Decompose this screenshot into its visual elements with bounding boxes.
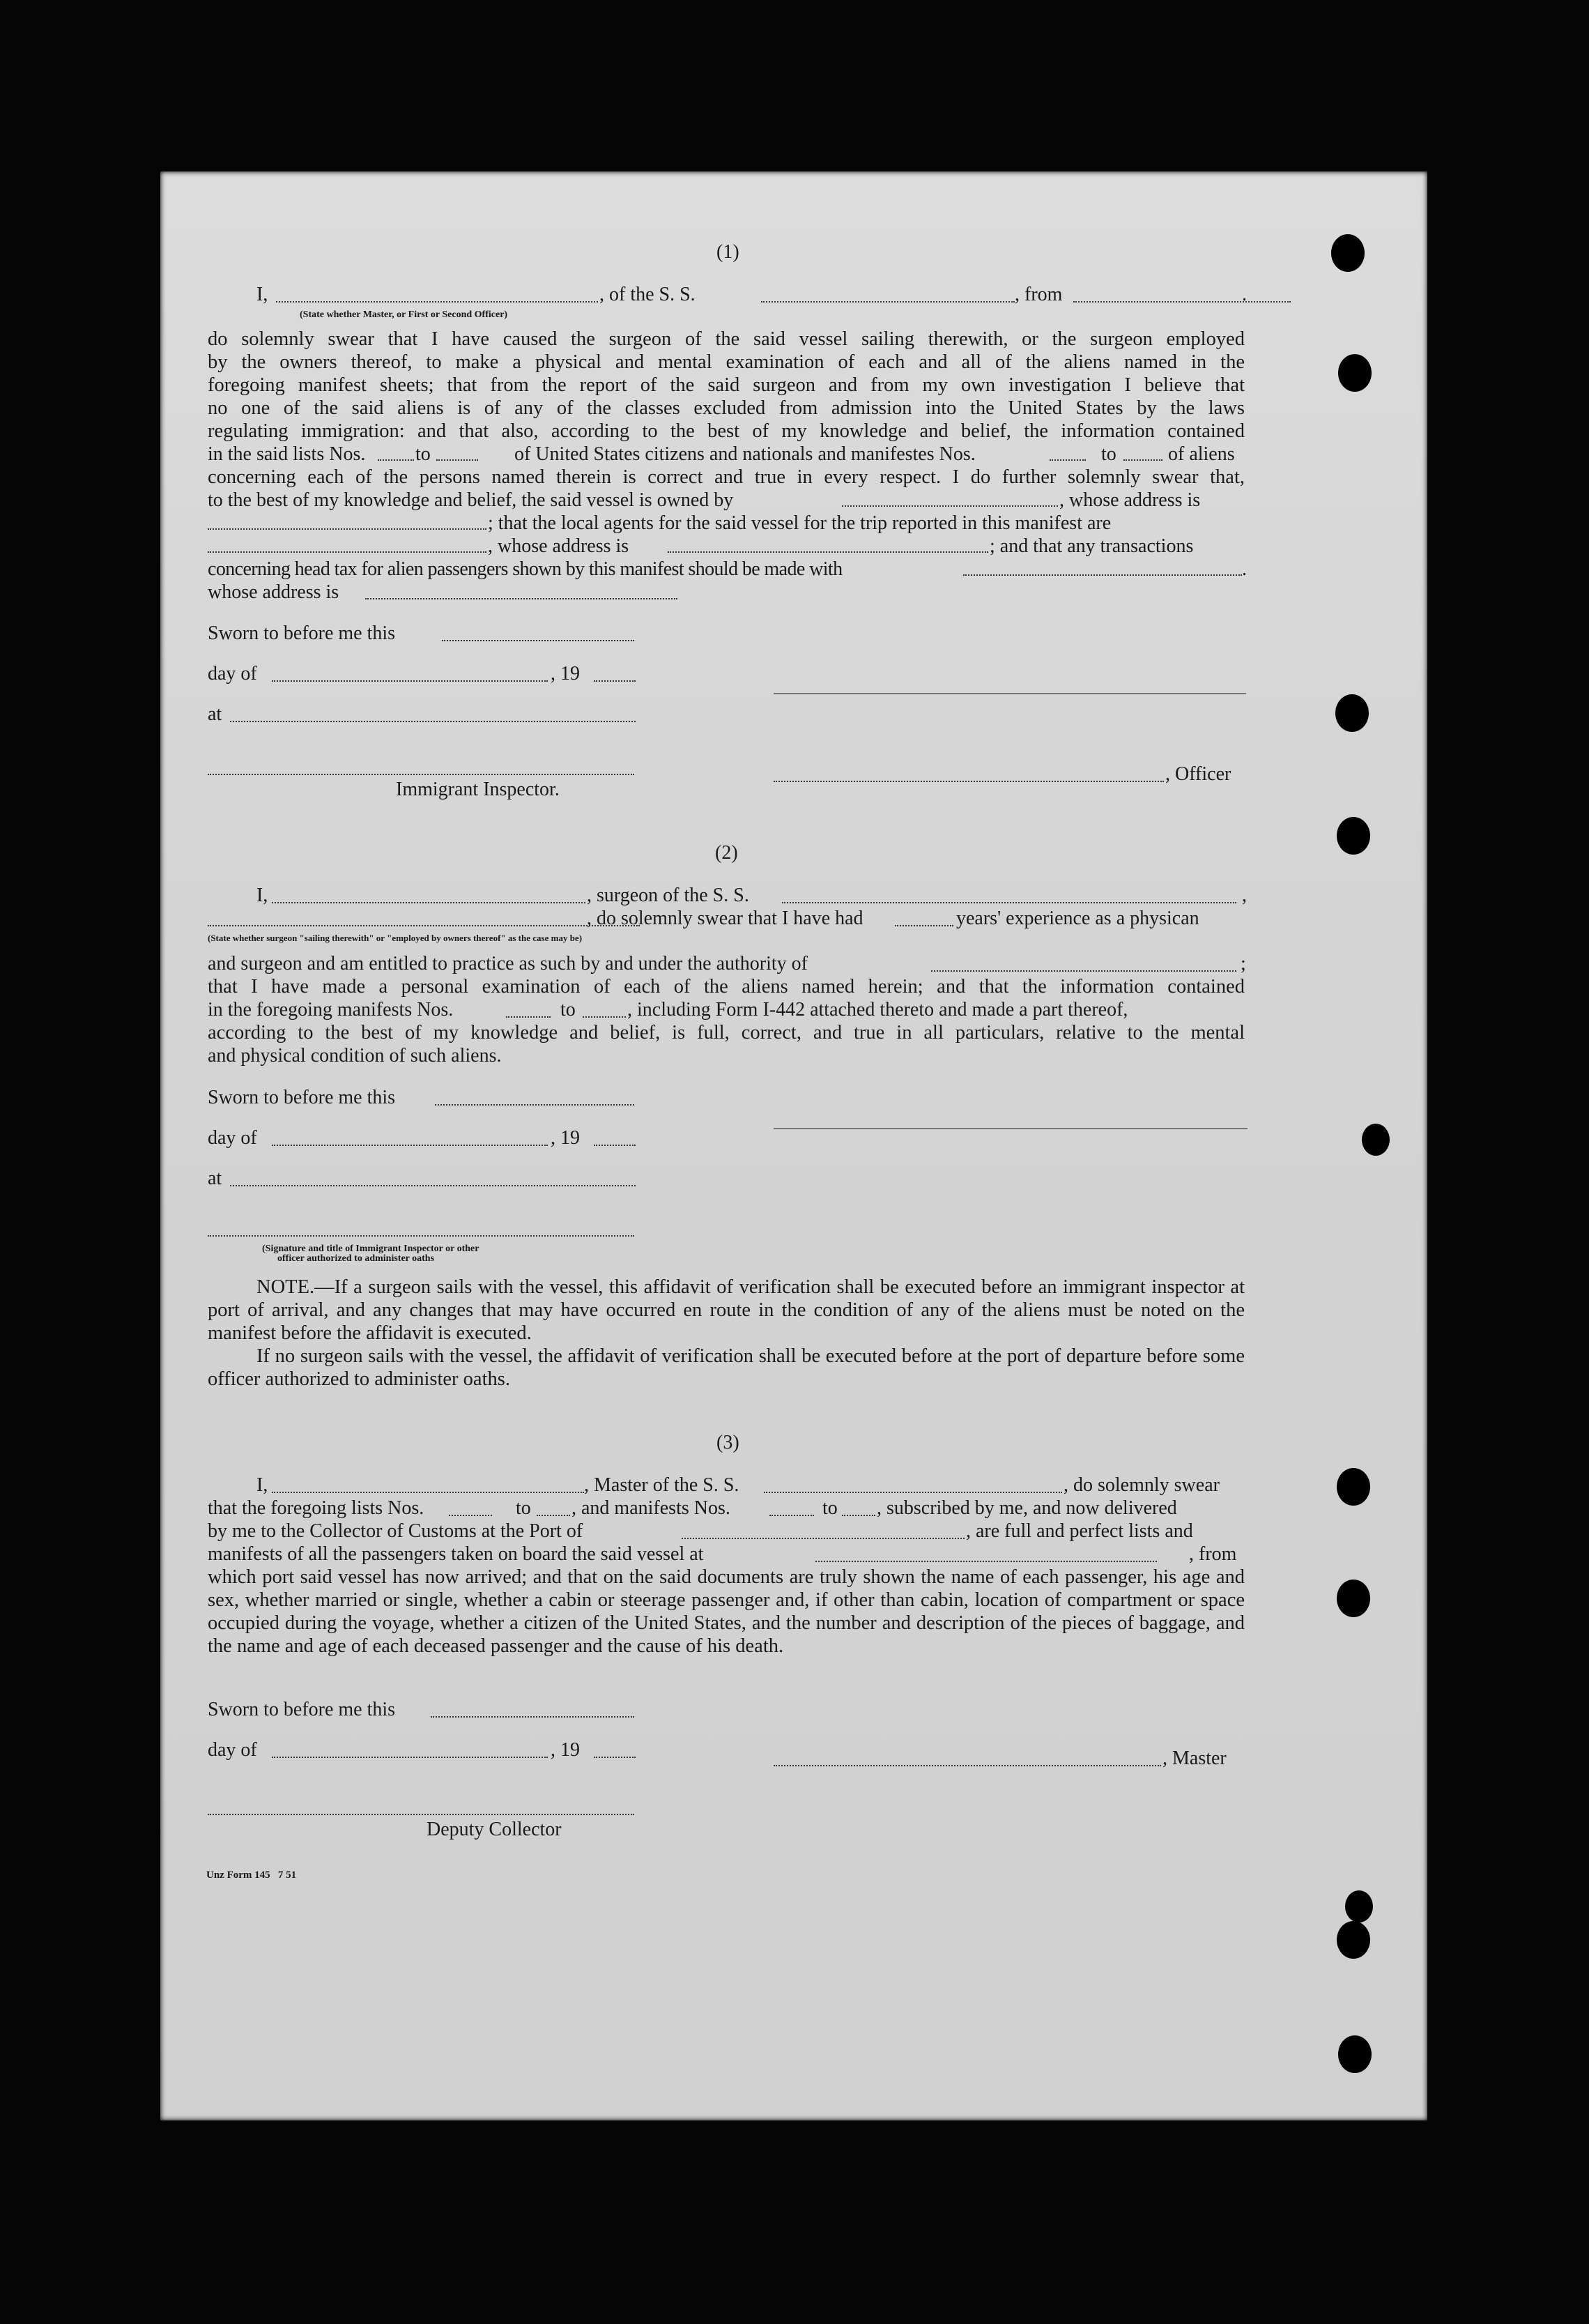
sec1-sworn-field[interactable]: [442, 640, 634, 641]
sec2-sworn-label: Sworn to before me this: [208, 1087, 396, 1108]
sec1-aliens-label: of aliens: [1168, 443, 1235, 465]
sec1-at-field[interactable]: [230, 721, 636, 722]
sec2-at-label: at: [208, 1168, 222, 1189]
binder-hole: [1337, 1468, 1370, 1506]
sec1-lists-to-label: to: [415, 443, 431, 465]
sec2-surgeon-of-label: , surgeon of the S. S.: [587, 885, 749, 906]
sec1-inspector-label: Immigrant Inspector.: [396, 779, 560, 800]
sec3-from-label: , from: [1189, 1543, 1237, 1565]
sec2-line-4: that I have made a personal examination of each of the aliens named herein; and that the information contained: [208, 976, 1245, 997]
binder-hole: [1338, 2035, 1372, 2073]
sec2-inspector-signature-line[interactable]: [208, 1235, 634, 1237]
sec2-year-label: , 19: [551, 1127, 580, 1149]
sec1-owner-address-field[interactable]: [208, 528, 486, 530]
sec3-master-signature-line[interactable]: [774, 1765, 1161, 1766]
sec1-lists-from-field[interactable]: [378, 459, 414, 461]
sec2-form-label: , including Form I-442 attached thereto and made a part thereof,: [627, 999, 1128, 1020]
sec3-lists-label: that the foregoing lists Nos.: [208, 1497, 424, 1519]
sec1-from-field[interactable]: [1073, 301, 1291, 303]
binder-hole: [1338, 354, 1372, 392]
sec3-sworn-label: Sworn to before me this: [208, 1699, 396, 1720]
sec1-headtax-label: concerning head tax for alien passengers shown by this manifest should be made with: [208, 558, 843, 580]
sec2-manifests-from-field[interactable]: [506, 1016, 551, 1018]
sec1-officer-name-field[interactable]: [276, 301, 598, 303]
sec1-dayof-label: day of: [208, 663, 257, 685]
binder-hole: [1335, 694, 1369, 732]
sec1-agents-label: ; that the local agents for the said vessel for the trip reported in this manifest are: [488, 512, 1112, 534]
sec3-master-label: , Master: [1162, 1748, 1227, 1769]
sec2-i-label: I,: [256, 885, 268, 906]
sec2-day-field[interactable]: [272, 1145, 548, 1146]
sec3-ship-name-field[interactable]: [764, 1492, 1062, 1493]
sec2-surgeon-name-field[interactable]: [272, 902, 585, 903]
sec1-lists-label: in the said lists Nos.: [208, 443, 366, 465]
sec3-deputy-label: Deputy Collector: [427, 1819, 562, 1840]
sec1-owned-label: to the best of my knowledge and belief, the said vessel is owned by: [208, 489, 734, 511]
binder-hole: [1362, 1124, 1390, 1156]
sec1-line-1: do solemnly swear that I have caused the surgeon of the said vessel sailing therewith, or the surgeon employed: [208, 328, 1245, 350]
binder-hole: [1337, 817, 1370, 855]
sec1-state-note: (State whether Master, or First or Second Officer): [300, 309, 508, 320]
sec3-manifests-to-field[interactable]: [842, 1515, 875, 1516]
sec1-period: .: [1242, 284, 1247, 305]
sec2-dayof-label: day of: [208, 1127, 257, 1149]
sec2-comma: ,: [1242, 885, 1247, 906]
section-2-heading: (2): [715, 842, 738, 864]
sec1-line-3: foregoing manifest sheets; that from the report of the said surgeon and from my own investigation I believe that: [208, 374, 1245, 396]
sec3-perfect-lists-label: , are full and perfect lists and: [966, 1520, 1193, 1542]
sec3-subscribed-label: , subscribed by me, and now delivered: [877, 1497, 1177, 1519]
sec1-manifests-to-label: to: [1101, 443, 1116, 465]
sec2-line-7: and physical condition of such aliens.: [208, 1045, 502, 1067]
sec1-owner-field[interactable]: [842, 505, 1058, 507]
sec1-lists-to-field[interactable]: [436, 459, 478, 461]
sec1-agent-address-field[interactable]: [668, 551, 988, 553]
sec1-sworn-label: Sworn to before me this: [208, 622, 396, 644]
section-3-heading: (3): [716, 1432, 739, 1453]
sec2-note-2: If no surgeon sails with the vessel, the affidavit of verification shall be executed before at the port of departure before some officer authorized to administer oaths.: [208, 1345, 1245, 1390]
sec2-sig-note-1: (Signature and title of Immigrant Inspector or other: [262, 1244, 479, 1254]
sec3-manifests-label: , and manifests Nos.: [571, 1497, 730, 1519]
sec1-year-field[interactable]: [594, 680, 636, 682]
sec3-lists-from-field[interactable]: [449, 1515, 492, 1516]
sec2-do-swear-label: , do solemnly swear that I have had: [587, 908, 863, 929]
sec3-port-field[interactable]: [682, 1538, 965, 1539]
sec2-line-6: according to the best of my knowledge and belief, is full, correct, and true in all particulars, relative to the mental: [208, 1022, 1245, 1043]
sec1-manifests-from-field[interactable]: [1050, 459, 1086, 461]
sec3-lists-to-field[interactable]: [537, 1515, 570, 1516]
sec2-years-label: years' experience as a physican: [956, 908, 1199, 929]
sec2-signature-line[interactable]: [774, 1128, 1248, 1129]
sec1-line-2: by the owners thereof, to make a physical and mental examination of each and all of the aliens named in the: [208, 351, 1245, 373]
sec1-headtax-field[interactable]: [963, 574, 1242, 576]
sec2-manifests-to-field[interactable]: [583, 1016, 626, 1018]
sec2-capacity-field[interactable]: [208, 925, 640, 926]
sec3-do-swear-label: , do solemnly swear: [1064, 1474, 1220, 1496]
sec3-year-label: , 19: [551, 1739, 580, 1761]
sec3-master-name-field[interactable]: [272, 1492, 584, 1493]
sec1-ship-name-field[interactable]: [761, 301, 1015, 303]
sec2-manifests-label: in the foregoing manifests Nos.: [208, 999, 454, 1020]
sec1-officer-label: , Officer: [1165, 763, 1231, 785]
sec2-sig-note-2: officer authorized to administer oaths: [277, 1253, 435, 1264]
form-page: [160, 171, 1427, 2120]
sec1-owner-address-label: , whose address is: [1059, 489, 1201, 511]
sec3-collector-label: by me to the Collector of Customs at the Port of: [208, 1520, 583, 1542]
sec1-line-7: concerning each of the persons named therein is correct and true in every respect. I do further solemnly swear that,: [208, 466, 1245, 488]
sec2-note-1: NOTE.—If a surgeon sails with the vessel, this affidavit of verification shall be executed before an immigrant inspector at port of arrival, and any changes that may have occurred en route in the condition of any of the aliens must be noted on the manifest before the affidavit is executed.: [208, 1276, 1245, 1344]
sec1-transactions-label: ; and that any transactions: [990, 535, 1194, 557]
sec1-from-label: , from: [1015, 284, 1063, 305]
sec1-headtax-period: .: [1242, 558, 1247, 580]
sec3-rest-paragraph: which port said vessel has now arrived; and that on the said documents are truly shown the name of each passenger, his age and sex, whether married or single, whether a cabin or steerage passenger and, if other than cabin, location of compartment or space occupied during the voyage, whether a citizen of the United States, and the number and description of the pieces of baggage, and the name and age of each deceased passenger and the cause of his death.: [208, 1566, 1245, 1657]
sec1-officer-line[interactable]: [774, 781, 1164, 782]
sec3-year-field[interactable]: [594, 1757, 636, 1758]
binder-hole: [1345, 1890, 1373, 1922]
form-number: Unz Form 145 7 51: [206, 1870, 297, 1881]
sec3-i-label: I,: [256, 1474, 268, 1496]
sec1-line-4: no one of the said aliens is of any of the classes excluded from admission into the United States by the laws: [208, 397, 1245, 419]
binder-hole: [1337, 1921, 1370, 1959]
sec1-whose-address-label: whose address is: [208, 581, 339, 603]
sec1-whose-address-field[interactable]: [365, 598, 677, 599]
sec1-of-ss-label: , of the S. S.: [599, 284, 696, 305]
sec1-manifests-to-field[interactable]: [1123, 459, 1162, 461]
sec3-master-of-label: , Master of the S. S.: [584, 1474, 739, 1496]
sec3-manifests-all-label: manifests of all the passengers taken on board the said vessel at: [208, 1543, 704, 1565]
sec2-state-note: (State whether surgeon "sailing therewith" or "employed by owners thereof" as the case may be): [208, 933, 583, 943]
sec3-manifests-to-label: to: [822, 1497, 838, 1519]
sec1-year-label: , 19: [551, 663, 580, 685]
binder-hole: [1337, 1580, 1370, 1617]
sec1-citizens-label: of United States citizens and nationals and manifestes Nos.: [514, 443, 976, 465]
sec1-at-label: at: [208, 703, 222, 725]
sec2-at-field[interactable]: [230, 1185, 636, 1186]
sec3-vessel-at-field[interactable]: [815, 1561, 1157, 1562]
sec2-authority-field[interactable]: [931, 970, 1236, 972]
sec2-ship-name-field[interactable]: [782, 902, 1236, 903]
sec2-manifests-to-label: to: [560, 999, 576, 1020]
sec1-day-field[interactable]: [272, 680, 548, 682]
sec1-signature-line[interactable]: [774, 693, 1246, 694]
sec3-lists-to-label: to: [516, 1497, 531, 1519]
sec2-sworn-field[interactable]: [435, 1104, 634, 1106]
sec1-line-5: regulating immigration: and that also, according to the best of my knowledge and belief, the information contained: [208, 420, 1245, 442]
sec2-years-field[interactable]: [895, 925, 953, 926]
sec2-authority-label: and surgeon and am entitled to practice as such by and under the authority of: [208, 953, 808, 974]
sec1-inspector-line[interactable]: [208, 774, 634, 775]
sec3-deputy-line[interactable]: [208, 1814, 634, 1815]
sec2-authority-semicolon: ;: [1241, 953, 1246, 974]
sec2-year-field[interactable]: [594, 1145, 636, 1146]
binder-hole: [1331, 234, 1365, 272]
sec3-manifests-from-field[interactable]: [769, 1515, 814, 1516]
sec1-i-label: I,: [256, 284, 268, 305]
sec3-sworn-field[interactable]: [431, 1716, 634, 1718]
sec3-day-field[interactable]: [272, 1757, 548, 1758]
section-1-heading: (1): [716, 241, 739, 263]
sec3-dayof-label: day of: [208, 1739, 257, 1761]
sec1-agent-address-label: , whose address is: [488, 535, 629, 557]
sec1-agents-field[interactable]: [208, 551, 486, 553]
